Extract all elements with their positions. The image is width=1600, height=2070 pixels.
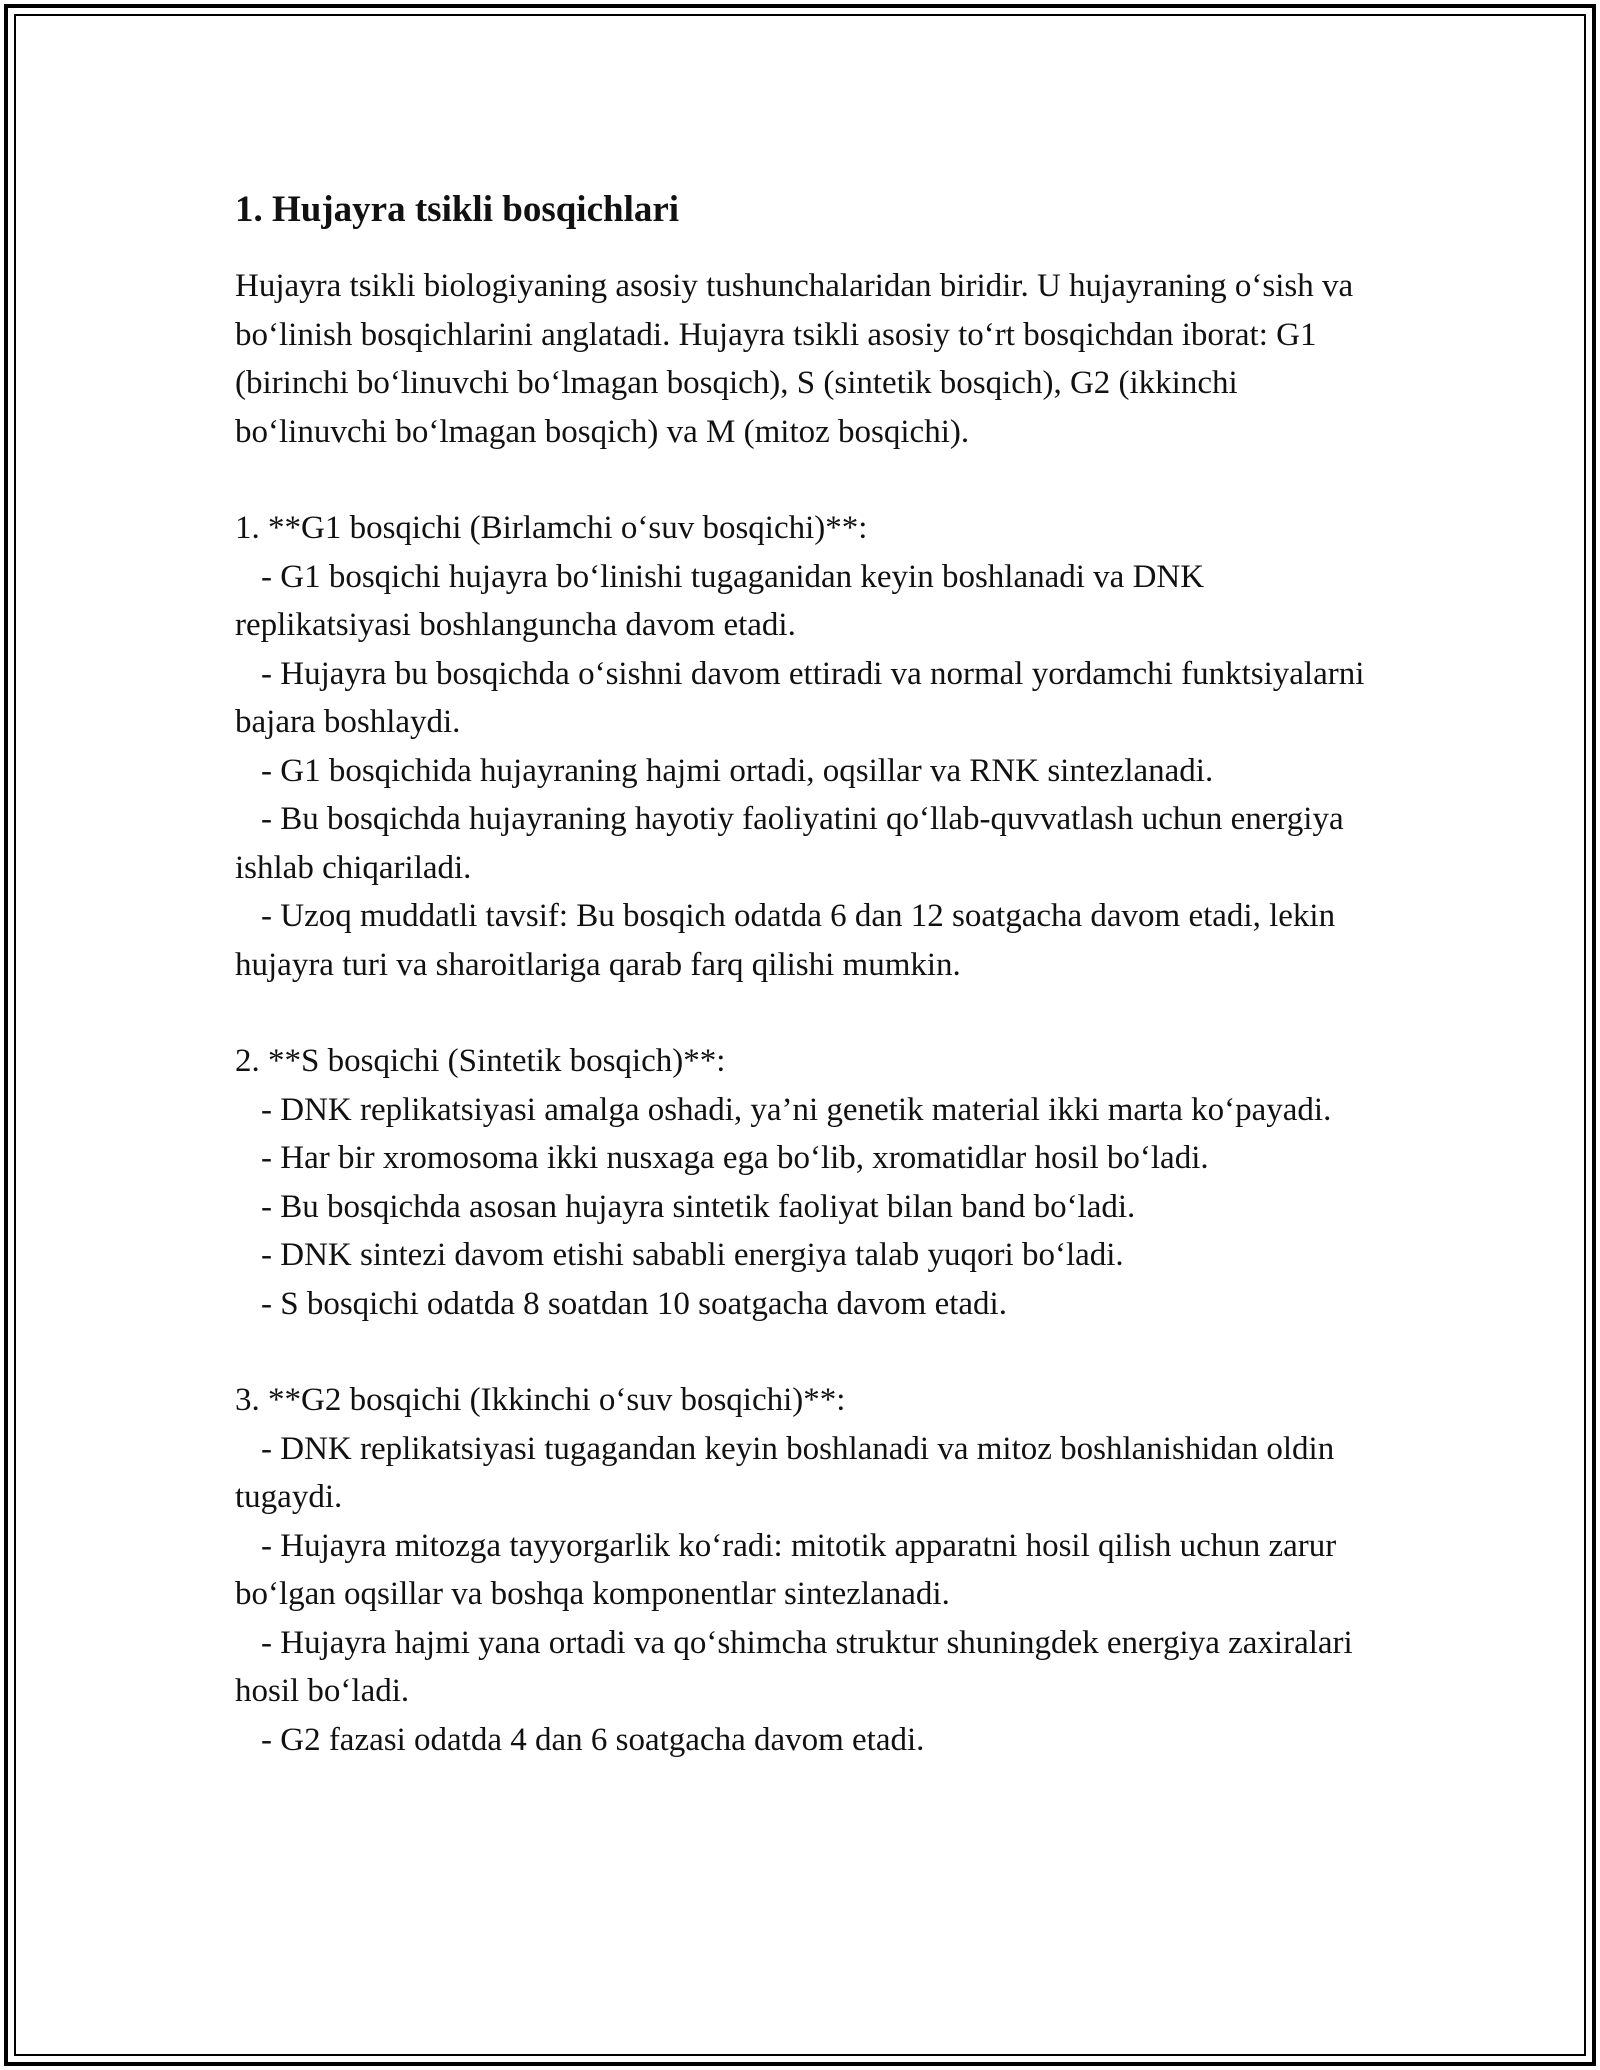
bullet-item: - DNK sintezi davom etishi sababli energiya talab yuqori bo‘ladi. bbox=[261, 1237, 1124, 1273]
bullet-item: - Hujayra bu bosqichda o‘sishni davom ettiradi va normal yordamchi funktsiyalarni bajara boshlaydi. bbox=[235, 655, 1365, 740]
section-heading: 3. **G2 bosqichi (Ikkinchi o‘suv bosqichi)**: bbox=[235, 1382, 846, 1418]
bullet-item: - Bu bosqichda hujayraning hayotiy faoliyatini qo‘llab-quvvatlash uchun energiya ishlab chiqariladi. bbox=[235, 801, 1344, 886]
intro-paragraph: Hujayra tsikli biologiyaning asosiy tushunchalaridan biridir. U hujayraning o‘sish va bo‘linish bosqichlarini anglatadi. Hujayra tsikli asosiy to‘rt bosqichdan iborat: G1 (birinchi bo‘linuvchi bo‘lmagan bosqich), S (sintetik bosqich), G2 (ikkinchi bo‘linuvchi bo‘lmagan bosqich) va M (mitoz bosqichi). bbox=[235, 268, 1354, 450]
bullet-item: - Uzoq muddatli tavsif: Bu bosqich odatda 6 dan 12 soatgacha davom etadi, lekin hujayra turi va sharoitlariga qarab farq qilishi mumkin. bbox=[235, 898, 1336, 983]
bullet-item: - S bosqichi odatda 8 soatdan 10 soatgacha davom etadi. bbox=[261, 1285, 1007, 1322]
bullet-item: - G1 bosqichida hujayraning hajmi ortadi, oqsillar va RNK sintezlanadi. bbox=[261, 752, 1214, 789]
section-g1 bbox=[235, 504, 1365, 989]
document-title: 1. Hujayra tsikli bosqichlari bbox=[235, 189, 680, 230]
bullet-item: - G2 fazasi odatda 4 dan 6 soatgacha davom etadi. bbox=[261, 1721, 925, 1758]
bullet-item: - Har bir xromosoma ikki nusxaga ega bo‘lib, xromatidlar hosil bo‘ladi. bbox=[261, 1140, 1209, 1176]
bullet-item: - DNK replikatsiyasi tugagandan keyin boshlanadi va mitoz boshlanishidan oldin tugaydi. bbox=[235, 1430, 1335, 1515]
section-heading: 2. **S bosqichi (Sintetik bosqich)**: bbox=[235, 1043, 726, 1079]
section-g2 bbox=[235, 1376, 1365, 1764]
document-body bbox=[235, 186, 1365, 1812]
section-heading: 1. **G1 bosqichi (Birlamchi o‘suv bosqichi)**: bbox=[235, 510, 868, 546]
section-s bbox=[235, 1037, 1365, 1328]
bullet-item: - DNK replikatsiyasi amalga oshadi, ya’ni genetik material ikki marta ko‘payadi. bbox=[261, 1091, 1332, 1128]
bullet-item: - Bu bosqichda asosan hujayra sintetik faoliyat bilan band bo‘ladi. bbox=[261, 1188, 1136, 1225]
bullet-item: - Hujayra mitozga tayyorgarlik ko‘radi: mitotik apparatni hosil qilish uchun zarur bo‘lgan oqsillar va boshqa komponentlar sintezlanadi. bbox=[235, 1527, 1337, 1612]
bullet-item: - Hujayra hajmi yana ortadi va qo‘shimcha struktur shuningdek energiya zaxiralari hosil bo‘ladi. bbox=[235, 1624, 1353, 1709]
bullet-item: - G1 bosqichi hujayra bo‘linishi tugaganidan keyin boshlanadi va DNK replikatsiyasi boshlanguncha davom etadi. bbox=[235, 558, 1205, 643]
